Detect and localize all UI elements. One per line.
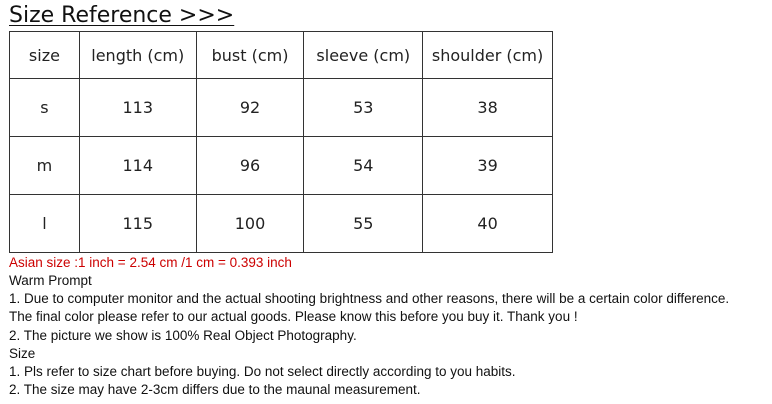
cell-length: 113 bbox=[79, 79, 196, 137]
note-line: Warm Prompt bbox=[9, 273, 92, 288]
header-sleeve: sleeve (cm) bbox=[304, 32, 423, 79]
note-line: 2. The picture we show is 100% Real Object Photography. bbox=[9, 327, 357, 343]
conversion-note: Asian size :1 inch = 2.54 cm /1 cm = 0.393 inch bbox=[9, 255, 292, 270]
cell-bust: 100 bbox=[196, 195, 304, 253]
notes-block bbox=[9, 272, 729, 399]
cell-sleeve: 54 bbox=[304, 137, 423, 195]
header-shoulder: shoulder (cm) bbox=[423, 32, 553, 79]
cell-shoulder: 39 bbox=[423, 137, 553, 195]
cell-bust: 96 bbox=[196, 137, 304, 195]
page-title: Size Reference >>> bbox=[9, 3, 235, 28]
note-line: 1. Pls refer to size chart before buying. Do not select directly according to you habits. bbox=[9, 364, 516, 380]
cell-length: 114 bbox=[79, 137, 196, 195]
cell-size: m bbox=[10, 137, 80, 195]
table-row bbox=[10, 195, 553, 253]
cell-length: 115 bbox=[79, 195, 196, 253]
header-length: length (cm) bbox=[79, 32, 196, 79]
size-table bbox=[9, 31, 553, 253]
header-size: size bbox=[10, 32, 80, 79]
note-line: Size bbox=[9, 345, 36, 361]
table-row bbox=[10, 79, 553, 137]
cell-size: s bbox=[10, 79, 80, 137]
cell-size: l bbox=[10, 195, 80, 253]
cell-shoulder: 40 bbox=[423, 195, 553, 253]
table-row bbox=[10, 137, 553, 195]
note-line: 1. Due to computer monitor and the actual shooting brightness and other reasons, there will be a certain color difference. bbox=[9, 291, 730, 307]
cell-sleeve: 55 bbox=[304, 195, 423, 253]
header-bust: bust (cm) bbox=[196, 32, 304, 79]
note-line: The final color please refer to our actual goods. Please know this before you buy it. Thank you ! bbox=[9, 309, 578, 325]
note-line: 2. The size may have 2-3cm differs due to the maunal measurement. bbox=[9, 382, 421, 398]
cell-bust: 92 bbox=[196, 79, 304, 137]
cell-sleeve: 53 bbox=[304, 79, 423, 137]
cell-shoulder: 38 bbox=[423, 79, 553, 137]
table-header-row bbox=[10, 32, 553, 79]
